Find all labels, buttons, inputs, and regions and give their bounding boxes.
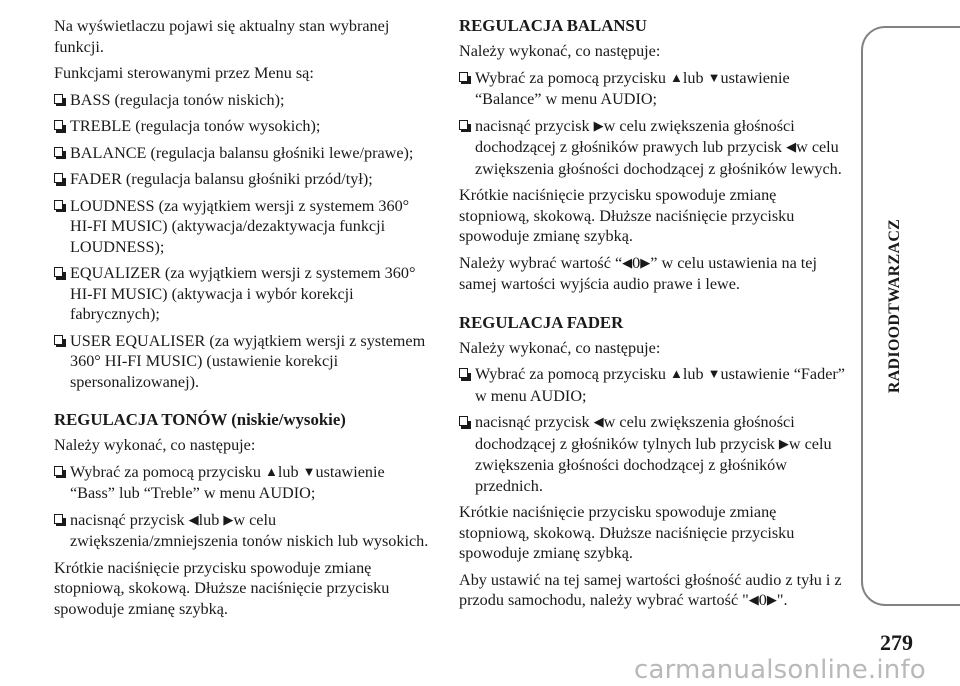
up-arrow-icon: ▲ bbox=[669, 366, 683, 381]
section-tab-label: RADIOODTWARZACZ bbox=[886, 218, 903, 394]
list-item: USER EQUALISER (za wyjątkiem wersji z systemem 360° HI-FI MUSIC) (ustawienie korekcji spersonalizowanej). bbox=[54, 331, 432, 393]
right-arrow-icon: ▶ bbox=[778, 435, 789, 451]
balance-note: Krótkie naciśnięcie przycisku spowoduje zmianę stopniową, skokową. Dłuższe naciśnięcie przycisku spowoduje zmianę szybką. bbox=[459, 186, 795, 245]
list-item: Wybrać za pomocą przycisku ▲lub ▼ustawienie “Bass” lub “Treble” w menu AUDIO; bbox=[54, 462, 432, 504]
right-arrow-icon: ▶ bbox=[223, 511, 234, 527]
up-arrow-icon: ▲ bbox=[669, 69, 683, 85]
checkbox-bullet-icon bbox=[54, 147, 63, 157]
intro-paragraph: Na wyświetlaczu pojawi się aktualny stan wybranej funkcji. bbox=[54, 17, 390, 56]
watermark: carmanualsonline.info bbox=[634, 655, 926, 685]
tone-note: Krótkie naciśnięcie przycisku spowoduje zmianę stopniową, skokową. Dłuższe naciśnięcie przycisku spowoduje zmianę szybką. bbox=[54, 558, 390, 618]
down-arrow-icon: ▼ bbox=[707, 366, 721, 381]
list-item: TREBLE (regulacja tonów wysokich); bbox=[54, 116, 432, 137]
left-arrow-icon: ◀ bbox=[188, 511, 199, 527]
checkbox-bullet-icon bbox=[54, 335, 63, 345]
checkbox-bullet-icon bbox=[54, 514, 63, 524]
balance-heading: REGULACJA BALANSU bbox=[459, 16, 647, 35]
left-column bbox=[54, 16, 432, 625]
fader-lead: Należy wykonać, co następuje: bbox=[459, 338, 661, 357]
tone-lead: Należy wykonać, co następuje: bbox=[54, 436, 256, 454]
menu-functions-lead: Funkcjami sterowanymi przez Menu są: bbox=[54, 64, 314, 82]
left-arrow-icon: ◀ bbox=[786, 139, 797, 154]
list-item: BALANCE (regulacja balansu głośniki lewe/prawe); bbox=[54, 143, 432, 164]
fader-note: Krótkie naciśnięcie przycisku spowoduje zmianę stopniową, skokową. Dłuższe naciśnięcie przycisku spowoduje zmianę szybką. bbox=[459, 503, 795, 562]
list-item: LOUDNESS (za wyjątkiem wersji z systemem 360° HI-FI MUSIC) (aktywacja/dezaktywacja funkcji LOUDNESS); bbox=[54, 196, 432, 258]
down-arrow-icon: ▼ bbox=[302, 463, 316, 479]
list-item: Wybrać za pomocą przycisku ▲lub ▼ustawienie “Balance” w menu AUDIO; bbox=[459, 68, 845, 110]
right-arrow-icon: ▶ bbox=[593, 117, 604, 133]
balance-zero-note: Należy wybrać wartość “◀0▶” w celu ustawienia na tej samej wartości wyjścia audio prawe i lewe. bbox=[459, 253, 817, 293]
list-item: nacisnąć przycisk ▶w celu zwiększenia głośności dochodzącej z głośników prawych lub przycisk ◀w celu zwiększenia głośności dochodzącej z głośników lewych. bbox=[459, 116, 845, 180]
up-arrow-icon: ▲ bbox=[264, 463, 278, 479]
list-item: Wybrać za pomocą przycisku ▲lub ▼ustawienie “Fader” w menu AUDIO; bbox=[459, 364, 845, 406]
balance-lead: Należy wykonać, co następuje: bbox=[459, 42, 661, 60]
right-arrow-icon: ▶ bbox=[766, 592, 777, 607]
section-tab-frame bbox=[861, 26, 960, 606]
list-item: nacisnąć przycisk ◀lub ▶w celu zwiększenia/zmniejszenia tonów niskich lub wysokich. bbox=[54, 510, 432, 552]
checkbox-bullet-icon bbox=[54, 120, 63, 130]
left-arrow-icon: ◀ bbox=[622, 254, 633, 270]
list-item: nacisnąć przycisk ◀w celu zwiększenia głośności dochodzącej z głośników tylnych lub przycisk ▶w celu zwiększenia głośności dochodzącej z głośników przednich. bbox=[459, 412, 845, 496]
list-item: EQUALIZER (za wyjątkiem wersji z systemem 360° HI-FI MUSIC) (aktywacja i wybór korekcji fabrycznych); bbox=[54, 263, 432, 325]
checkbox-bullet-icon bbox=[54, 466, 63, 476]
list-item: FADER (regulacja balansu głośniki przód/tył); bbox=[54, 169, 432, 190]
right-column bbox=[459, 16, 845, 618]
tone-heading: REGULACJA TONÓW (niskie/wysokie) bbox=[54, 410, 346, 429]
left-arrow-icon: ◀ bbox=[593, 414, 604, 429]
page-number: 279 bbox=[880, 630, 913, 655]
checkbox-bullet-icon bbox=[459, 416, 468, 426]
fader-heading: REGULACJA FADER bbox=[459, 312, 624, 332]
checkbox-bullet-icon bbox=[54, 267, 63, 277]
checkbox-bullet-icon bbox=[54, 94, 63, 104]
left-arrow-icon: ◀ bbox=[748, 592, 759, 607]
fader-zero-note: Aby ustawić na tej samej wartości głośność audio z tyłu i z przodu samochodu, należy wybrać wartość "◀0▶". bbox=[459, 570, 842, 609]
checkbox-bullet-icon bbox=[459, 368, 468, 378]
right-arrow-icon: ▶ bbox=[640, 254, 651, 270]
list-item: BASS (regulacja tonów niskich); bbox=[54, 90, 432, 111]
checkbox-bullet-icon bbox=[459, 72, 468, 82]
checkbox-bullet-icon bbox=[54, 200, 63, 210]
checkbox-bullet-icon bbox=[459, 120, 468, 130]
down-arrow-icon: ▼ bbox=[707, 69, 721, 85]
checkbox-bullet-icon bbox=[54, 173, 63, 183]
